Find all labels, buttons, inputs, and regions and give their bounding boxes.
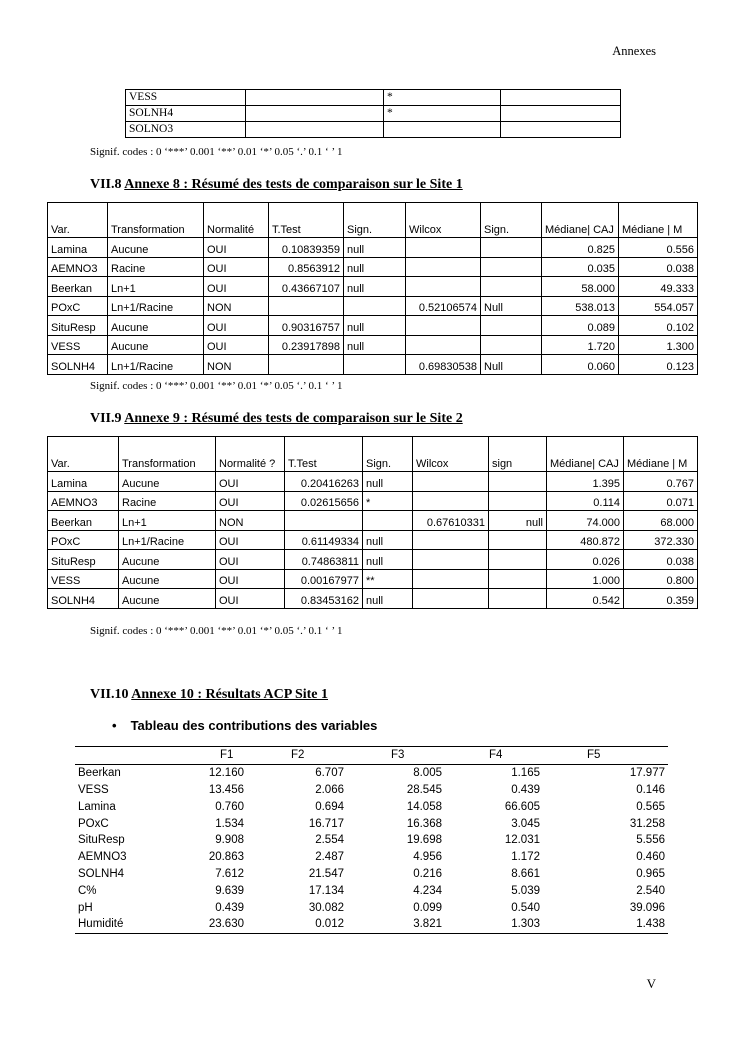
table-row: [75, 916, 668, 933]
table-cell: OUI: [216, 530, 285, 550]
table-cell: [344, 355, 406, 375]
table-cell: 3.045: [511, 817, 540, 830]
table-row: [48, 491, 698, 511]
table-cell: AEMNO3: [48, 491, 119, 511]
table-cell: 2.066: [315, 783, 344, 796]
column-header: Var.: [48, 437, 119, 472]
table-cell: Aucune: [108, 335, 204, 355]
table-cell: Lamina: [78, 800, 116, 813]
table-row: [126, 90, 621, 106]
table-cell: Beerkan: [48, 511, 119, 531]
bullet-item: [112, 718, 377, 733]
table-cell: [501, 90, 621, 106]
table-cell: 5.039: [511, 884, 540, 897]
table-cell: OUI: [204, 238, 269, 258]
table-cell: OUI: [204, 335, 269, 355]
table-cell: 0.800: [624, 569, 698, 589]
table-cell: [363, 511, 413, 531]
table-cell: SituResp: [48, 550, 119, 570]
table-cell: VESS: [48, 335, 108, 355]
table-row: [75, 798, 668, 815]
table-cell: [384, 122, 501, 138]
table-cell: 30.082: [308, 901, 344, 914]
table-cell: 58.000: [542, 277, 619, 297]
table-cell: *: [363, 491, 413, 511]
table-cell: null: [344, 238, 406, 258]
acp-contributions-table: [75, 746, 668, 934]
table-cell: Ln+1: [119, 511, 216, 531]
table-cell: [406, 277, 481, 297]
table-cell: null: [344, 335, 406, 355]
table-cell: 1.534: [215, 817, 244, 830]
table-cell: [489, 530, 547, 550]
table-cell: 0.694: [315, 800, 344, 813]
table-cell: SOLNH4: [48, 355, 108, 375]
signif-codes: Signif. codes : 0 ‘***’ 0.001 ‘**’ 0.01 ‘*’ 0.05 ‘.’ 0.1 ‘ ’ 1: [90, 625, 343, 637]
table-cell: null: [363, 589, 413, 609]
table-cell: [489, 491, 547, 511]
table-cell: OUI: [216, 550, 285, 570]
bullet-text: Tableau des contributions des variables: [130, 718, 378, 733]
table-cell: 16.717: [308, 817, 344, 830]
table-row: [48, 569, 698, 589]
table-cell: 8.005: [413, 767, 442, 780]
section-number: VII.8: [90, 177, 122, 192]
table-row: [75, 899, 668, 916]
table-row: [48, 511, 698, 531]
significance-table-continued: [125, 89, 621, 138]
table-cell: [481, 238, 542, 258]
column-header: Sign.: [363, 437, 413, 472]
table-row: [75, 866, 668, 883]
table-cell: 0.69830538: [406, 355, 481, 375]
table-cell: Beerkan: [48, 277, 108, 297]
table-cell: 0.61149334: [285, 530, 363, 550]
table-cell: [285, 511, 363, 531]
column-header: Médiane| CAJ: [547, 437, 624, 472]
table-cell: 0.74863811: [285, 550, 363, 570]
table-cell: 9.639: [215, 884, 244, 897]
table-row: [126, 122, 621, 138]
table-cell: 6.707: [315, 767, 344, 780]
table-cell: NON: [204, 355, 269, 375]
table-cell: AEMNO3: [78, 851, 127, 864]
table-row: [48, 316, 698, 336]
table-cell: 0.760: [215, 800, 244, 813]
table-cell: [481, 277, 542, 297]
table-cell: Ln+1/Racine: [108, 355, 204, 375]
table-cell: 23.630: [208, 918, 244, 931]
table-cell: Aucune: [119, 550, 216, 570]
section-title: Annexe 8 : Résumé des tests de comparaison sur le Site 1: [124, 177, 463, 192]
table-cell: 66.605: [504, 800, 540, 813]
table-row: [48, 296, 698, 316]
table-cell: 0.099: [413, 901, 442, 914]
table-cell: Humidité: [78, 918, 124, 931]
table-cell: 0.038: [624, 550, 698, 570]
column-header: Médiane| CAJ: [542, 203, 619, 238]
table-cell: 538.013: [542, 296, 619, 316]
column-header: Sign.: [481, 203, 542, 238]
column-header: Transformation: [108, 203, 204, 238]
table-cell: [406, 238, 481, 258]
table-row: [75, 782, 668, 799]
table-cell: VESS: [78, 783, 109, 796]
table-cell: 0.060: [542, 355, 619, 375]
column-header: F1: [200, 747, 247, 765]
table-cell: [406, 335, 481, 355]
table-cell: Aucune: [119, 589, 216, 609]
signif-codes: Signif. codes : 0 ‘***’ 0.001 ‘**’ 0.01 ‘*’ 0.05 ‘.’ 0.1 ‘ ’ 1: [90, 146, 343, 158]
annex9-heading: [90, 411, 463, 427]
table-cell: OUI: [216, 472, 285, 492]
column-header: F3: [347, 747, 445, 765]
table-cell: 0.23917898: [269, 335, 344, 355]
table-cell: Ln+1/Racine: [108, 296, 204, 316]
table-cell: [481, 316, 542, 336]
table-cell: [501, 106, 621, 122]
table-row: [75, 764, 668, 781]
column-header: Normalité ?: [216, 437, 285, 472]
table-cell: 0.767: [624, 472, 698, 492]
table-cell: SOLNH4: [126, 106, 246, 122]
table-cell: 0.114: [547, 491, 624, 511]
column-header: Var.: [48, 203, 108, 238]
table-cell: SOLNH4: [78, 867, 125, 880]
table-cell: [269, 296, 344, 316]
table-cell: 372.330: [624, 530, 698, 550]
column-header: sign: [489, 437, 547, 472]
table-cell: 19.698: [406, 834, 442, 847]
table-cell: [246, 122, 384, 138]
table-cell: null: [363, 472, 413, 492]
table-cell: 0.439: [215, 901, 244, 914]
table-cell: 2.540: [636, 884, 665, 897]
table-cell: 13.456: [208, 783, 244, 796]
table-cell: 1.720: [542, 335, 619, 355]
table-cell: Lamina: [48, 472, 119, 492]
table-cell: [481, 335, 542, 355]
table-cell: *: [384, 90, 501, 106]
table-cell: 0.439: [511, 783, 540, 796]
table-cell: null: [489, 511, 547, 531]
table-cell: 1.000: [547, 569, 624, 589]
table-cell: OUI: [216, 569, 285, 589]
table-cell: 0.00167977: [285, 569, 363, 589]
bullet-icon: •: [112, 718, 117, 733]
table-cell: VESS: [126, 90, 246, 106]
table-cell: POxC: [78, 817, 109, 830]
table-cell: [413, 530, 489, 550]
table-cell: 1.303: [511, 918, 540, 931]
table-cell: 0.10839359: [269, 238, 344, 258]
annex8-heading: [90, 177, 463, 193]
table-cell: 0.026: [547, 550, 624, 570]
table-cell: 0.071: [624, 491, 698, 511]
table-cell: 21.547: [308, 867, 344, 880]
table-cell: 7.612: [215, 867, 244, 880]
table-cell: Null: [481, 296, 542, 316]
table-cell: 0.123: [619, 355, 698, 375]
table-cell: SituResp: [48, 316, 108, 336]
table-cell: Aucune: [119, 569, 216, 589]
table-cell: POxC: [48, 530, 119, 550]
column-header: [75, 747, 200, 765]
table-cell: Lamina: [48, 238, 108, 258]
table-cell: 31.258: [629, 817, 665, 830]
column-header: F5: [543, 747, 668, 765]
table-row: [75, 832, 668, 849]
table-cell: 0.67610331: [413, 511, 489, 531]
annex10-heading: [90, 687, 328, 703]
table-cell: 16.368: [406, 817, 442, 830]
table-cell: [269, 355, 344, 375]
table-cell: 1.438: [636, 918, 665, 931]
table-cell: 0.8563912: [269, 257, 344, 277]
table-cell: 17.134: [308, 884, 344, 897]
table-row: [48, 335, 698, 355]
table-cell: 0.540: [511, 901, 540, 914]
table-cell: 0.542: [547, 589, 624, 609]
section-title: Annexe 10 : Résultats ACP Site 1: [131, 687, 329, 702]
column-header: Sign.: [344, 203, 406, 238]
table-cell: 2.487: [315, 851, 344, 864]
table-cell: [413, 569, 489, 589]
table-cell: 20.863: [208, 851, 244, 864]
table-cell: 49.333: [619, 277, 698, 297]
table-header-row: [48, 437, 698, 472]
column-header: Transformation: [119, 437, 216, 472]
column-header: T.Test: [269, 203, 344, 238]
table-cell: 0.460: [636, 851, 665, 864]
table-cell: OUI: [204, 257, 269, 277]
table-cell: 0.012: [315, 918, 344, 931]
table-cell: 0.565: [636, 800, 665, 813]
table-cell: 2.554: [315, 834, 344, 847]
table-cell: [413, 550, 489, 570]
table-cell: 0.102: [619, 316, 698, 336]
annex8-table: [47, 202, 698, 375]
column-header: T.Test: [285, 437, 363, 472]
column-header: F4: [445, 747, 543, 765]
table-row: [48, 277, 698, 297]
table-cell: 0.965: [636, 867, 665, 880]
table-cell: 0.216: [413, 867, 442, 880]
table-row: [48, 238, 698, 258]
table-cell: Null: [481, 355, 542, 375]
table-cell: NON: [216, 511, 285, 531]
table-row: [48, 355, 698, 375]
table-cell: Ln+1/Racine: [119, 530, 216, 550]
table-cell: [481, 257, 542, 277]
table-cell: [413, 472, 489, 492]
signif-codes: Signif. codes : 0 ‘***’ 0.001 ‘**’ 0.01 ‘*’ 0.05 ‘.’ 0.1 ‘ ’ 1: [90, 380, 343, 392]
table-cell: 4.234: [413, 884, 442, 897]
table-cell: Aucune: [108, 316, 204, 336]
table-cell: 8.661: [511, 867, 540, 880]
table-cell: Racine: [108, 257, 204, 277]
column-header: Wilcox: [406, 203, 481, 238]
table-cell: Ln+1: [108, 277, 204, 297]
table-cell: 39.096: [629, 901, 665, 914]
table-row: [48, 550, 698, 570]
table-cell: 0.359: [624, 589, 698, 609]
table-cell: Aucune: [119, 472, 216, 492]
table-cell: [406, 257, 481, 277]
table-cell: [413, 491, 489, 511]
table-cell: 0.038: [619, 257, 698, 277]
table-cell: 9.908: [215, 834, 244, 847]
table-cell: null: [344, 277, 406, 297]
table-cell: OUI: [216, 491, 285, 511]
table-cell: null: [363, 550, 413, 570]
table-cell: 554.057: [619, 296, 698, 316]
table-cell: pH: [78, 901, 93, 914]
table-cell: 0.089: [542, 316, 619, 336]
table-cell: 14.058: [406, 800, 442, 813]
table-cell: [246, 90, 384, 106]
table-cell: [413, 589, 489, 609]
table-cell: Aucune: [108, 238, 204, 258]
table-row: [75, 882, 668, 899]
table-cell: 74.000: [547, 511, 624, 531]
table-cell: 17.977: [629, 767, 665, 780]
table-cell: 0.556: [619, 238, 698, 258]
table-cell: OUI: [216, 589, 285, 609]
table-cell: OUI: [204, 277, 269, 297]
page-number: V: [646, 976, 656, 991]
column-header: Wilcox: [413, 437, 489, 472]
table-cell: 0.52106574: [406, 296, 481, 316]
table-cell: 1.172: [511, 851, 540, 864]
table-cell: [246, 106, 384, 122]
section-title: Annexe 9 : Résumé des tests de comparaison sur le Site 2: [124, 411, 463, 426]
table-cell: Racine: [119, 491, 216, 511]
table-cell: Beerkan: [78, 767, 121, 780]
table-cell: 3.821: [413, 918, 442, 931]
table-cell: 5.556: [636, 834, 665, 847]
table-cell: null: [344, 316, 406, 336]
column-header: F2: [247, 747, 347, 765]
table-cell: [489, 569, 547, 589]
table-cell: 1.395: [547, 472, 624, 492]
table-cell: 1.165: [511, 767, 540, 780]
table-cell: [501, 122, 621, 138]
column-header: Normalité: [204, 203, 269, 238]
table-row: [75, 849, 668, 866]
table-header-row: [48, 203, 698, 238]
table-row: [48, 589, 698, 609]
table-cell: POxC: [48, 296, 108, 316]
table-cell: 0.02615656: [285, 491, 363, 511]
table-cell: 0.035: [542, 257, 619, 277]
table-cell: VESS: [48, 569, 119, 589]
table-cell: **: [363, 569, 413, 589]
table-cell: 28.545: [406, 783, 442, 796]
table-cell: [489, 472, 547, 492]
table-cell: SOLNO3: [126, 122, 246, 138]
annex9-table: [47, 436, 698, 609]
table-cell: AEMNO3: [48, 257, 108, 277]
table-row: [48, 472, 698, 492]
table-row: [75, 815, 668, 832]
table-cell: 0.146: [636, 783, 665, 796]
table-cell: 68.000: [624, 511, 698, 531]
table-cell: 0.20416263: [285, 472, 363, 492]
table-cell: [406, 316, 481, 336]
table-cell: null: [363, 530, 413, 550]
section-number: VII.10: [90, 687, 129, 702]
table-cell: 4.956: [413, 851, 442, 864]
column-header: Médiane | M: [619, 203, 698, 238]
table-cell: 0.83453162: [285, 589, 363, 609]
table-cell: 12.160: [208, 767, 244, 780]
table-cell: 0.825: [542, 238, 619, 258]
table-cell: [489, 589, 547, 609]
table-row: [48, 257, 698, 277]
table-row: [126, 106, 621, 122]
table-row: [48, 530, 698, 550]
table-cell: 480.872: [547, 530, 624, 550]
running-header: Annexes: [612, 44, 656, 58]
table-cell: NON: [204, 296, 269, 316]
table-cell: null: [344, 257, 406, 277]
table-cell: 12.031: [504, 834, 540, 847]
column-header: Médiane | M: [624, 437, 698, 472]
table-cell: OUI: [204, 316, 269, 336]
table-cell: C%: [78, 884, 97, 897]
table-cell: SOLNH4: [48, 589, 119, 609]
table-cell: *: [384, 106, 501, 122]
table-cell: 0.43667107: [269, 277, 344, 297]
table-cell: 0.90316757: [269, 316, 344, 336]
table-cell: [489, 550, 547, 570]
table-cell: SituResp: [78, 834, 125, 847]
table-cell: [344, 296, 406, 316]
section-number: VII.9: [90, 411, 122, 426]
table-cell: 1.300: [619, 335, 698, 355]
table-header-row: [75, 747, 668, 765]
